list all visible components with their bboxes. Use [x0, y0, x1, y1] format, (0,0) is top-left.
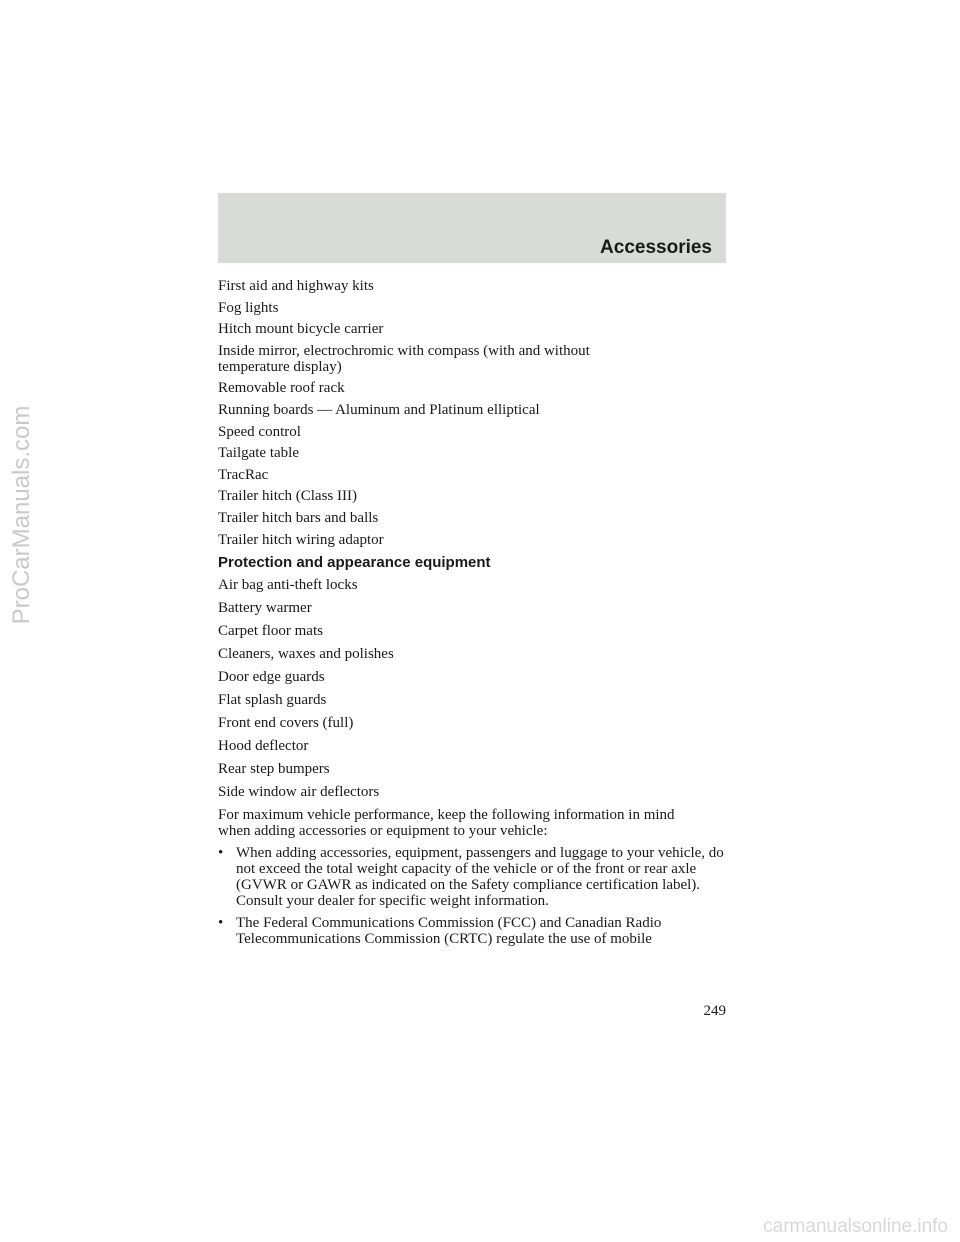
bullet-item — [218, 845, 728, 909]
bullet-text: When adding accessories, equipment, passengers and luggage to your vehicle, do not exceed the total weight capacity of the vehicle or of the front or rear axle (GVWR or GAWR as indicated on the Safety compliance certification label). Consult your dealer for specific weight information. — [236, 844, 724, 909]
list-item: Rear step bumpers — [218, 760, 330, 777]
list-item: Air bag anti-theft locks — [218, 576, 358, 593]
protection-heading: Protection and appearance equipment — [218, 553, 491, 571]
bullet-item — [218, 915, 728, 947]
list-item: Trailer hitch wiring adaptor — [218, 531, 384, 548]
list-item: Hood deflector — [218, 737, 309, 754]
list-item: Door edge guards — [218, 668, 325, 685]
list-item: Trailer hitch (Class III) — [218, 488, 357, 505]
list-item: Trailer hitch bars and balls — [218, 509, 379, 526]
bullet-text: The Federal Communications Commission (FCC) and Canadian Radio Telecommunications Commission (CRTC) regulate the use of mobile — [236, 914, 662, 947]
list-item: Removable roof rack — [218, 380, 345, 397]
page-number: 249 — [703, 1003, 726, 1019]
list-item: Battery warmer — [218, 599, 312, 616]
list-item: TracRac — [218, 466, 269, 483]
list-item: Side window air deflectors — [218, 783, 380, 800]
bullet-icon: • — [218, 844, 224, 861]
side-watermark-text: ProCarManuals.com — [8, 405, 35, 625]
list-item: Front end covers (full) — [218, 714, 354, 731]
list-item: Tailgate table — [218, 445, 299, 462]
protection-list — [218, 577, 728, 800]
list-item: Flat splash guards — [218, 691, 327, 708]
list-item: Speed control — [218, 423, 301, 440]
bullet-icon: • — [218, 914, 224, 931]
list-item: Cleaners, waxes and polishes — [218, 645, 394, 662]
list-item: First aid and highway kits — [218, 278, 374, 294]
accessory-list — [218, 278, 728, 548]
list-item: Carpet floor mats — [218, 622, 323, 639]
performance-intro: For maximum vehicle performance, keep the following information in mind when adding accessories or equipment to your vehicle: — [218, 806, 675, 839]
list-item: Fog lights — [218, 299, 279, 316]
list-item: Running boards — Aluminum and Platinum elliptical — [218, 401, 540, 418]
section-header-box — [218, 193, 726, 263]
bottom-watermark: carmanualsonline.info — [763, 1216, 948, 1237]
list-item: Inside mirror, electrochromic with compass (with and without temperature display) — [218, 342, 590, 375]
list-item: Hitch mount bicycle carrier — [218, 321, 384, 338]
section-title: Accessories — [600, 237, 712, 258]
page-content — [218, 278, 728, 953]
